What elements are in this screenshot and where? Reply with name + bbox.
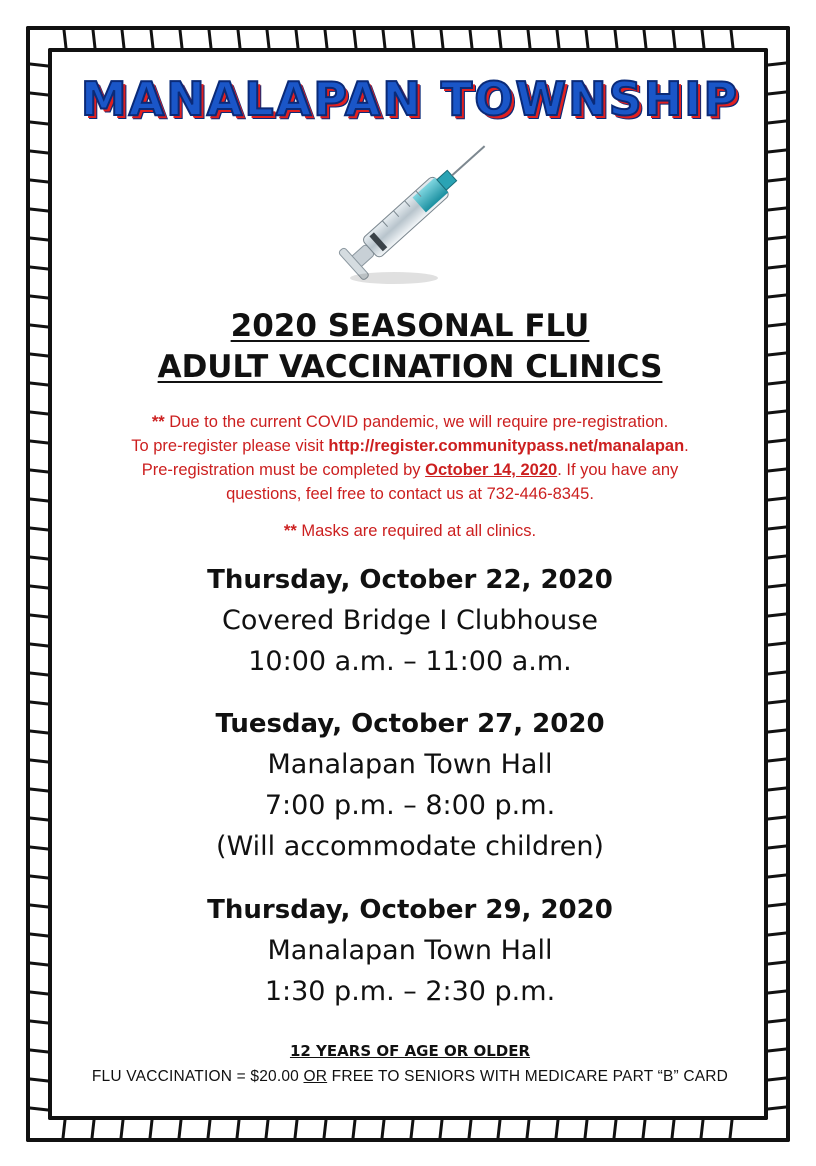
notice-line-1: Due to the current COVID pandemic, we will require pre-registration. bbox=[164, 413, 669, 431]
notice-line-4: questions, feel free to contact us at 732-446-8345. bbox=[226, 485, 594, 503]
clinic-2 bbox=[60, 704, 760, 867]
clinic-date: Thursday, October 22, 2020 bbox=[207, 565, 613, 595]
clinic-location: Covered Bridge I Clubhouse bbox=[222, 605, 598, 636]
syringe-icon bbox=[322, 122, 512, 292]
flyer bbox=[60, 58, 760, 1104]
clinic-location: Manalapan Town Hall bbox=[267, 935, 553, 966]
title-line-1: 2020 SEASONAL FLU bbox=[230, 308, 590, 344]
township-title: MANALAPAN TOWNSHIP bbox=[80, 72, 740, 126]
registration-link[interactable]: http://register.communitypass.net/manalapan bbox=[328, 437, 685, 455]
clinic-location: Manalapan Town Hall bbox=[267, 749, 553, 780]
notice-line-3-suffix: . If you have any bbox=[557, 461, 679, 479]
mask-stars: ** bbox=[283, 522, 297, 540]
clinic-time: 1:30 p.m. – 2:30 p.m. bbox=[264, 976, 556, 1007]
mask-text: Masks are required at all clinics. bbox=[296, 522, 537, 540]
price-prefix: FLU VACCINATION = $20.00 bbox=[91, 1068, 304, 1085]
clinic-1 bbox=[60, 560, 760, 682]
price-or: OR bbox=[303, 1068, 328, 1085]
age-requirement: 12 YEARS OF AGE OR OLDER bbox=[289, 1042, 531, 1060]
clinic-3 bbox=[60, 890, 760, 1012]
clinic-time: 10:00 a.m. – 11:00 a.m. bbox=[248, 646, 572, 677]
registration-notice bbox=[60, 410, 760, 506]
notice-stars: ** bbox=[151, 413, 165, 431]
clinic-date: Tuesday, October 27, 2020 bbox=[215, 709, 605, 739]
notice-line-2-prefix: To pre-register please visit bbox=[131, 437, 329, 455]
registration-deadline: October 14, 2020 bbox=[425, 461, 558, 479]
price-line bbox=[40, 1068, 780, 1086]
title-line-2: ADULT VACCINATION CLINICS bbox=[157, 349, 663, 385]
clinic-note: (Will accommodate children) bbox=[216, 831, 604, 862]
notice-line-3-prefix: Pre-registration must be completed by bbox=[141, 461, 426, 479]
clinic-time: 7:00 p.m. – 8:00 p.m. bbox=[264, 790, 556, 821]
mask-notice bbox=[60, 522, 760, 541]
notice-line-2-suffix: . bbox=[684, 437, 689, 455]
price-suffix: FREE TO SENIORS WITH MEDICARE PART “B” CARD bbox=[327, 1068, 729, 1085]
clinic-date: Thursday, October 29, 2020 bbox=[207, 895, 613, 925]
flyer-title bbox=[60, 306, 760, 388]
